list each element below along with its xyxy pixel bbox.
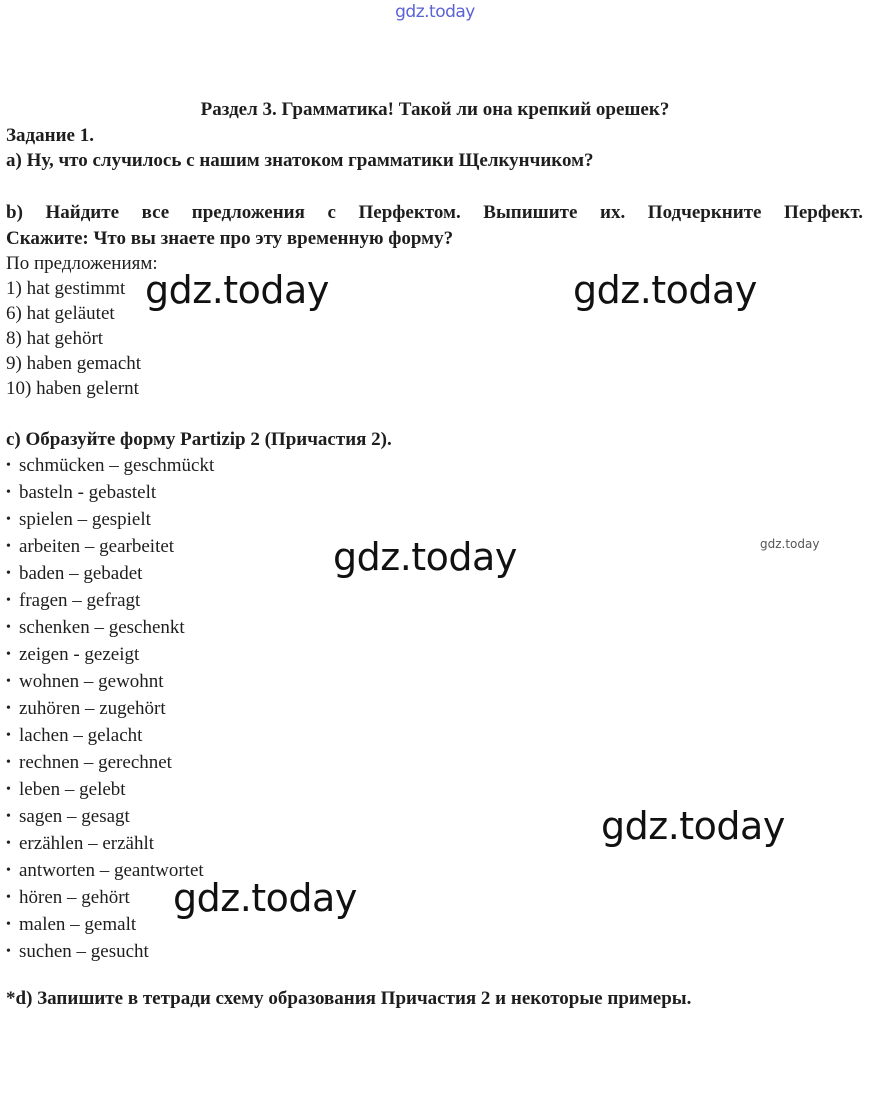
watermark: gdz.today bbox=[173, 876, 357, 920]
list-item: • antworten – geantwortet bbox=[6, 857, 214, 884]
list-item: 1) hat gestimmt bbox=[6, 278, 126, 299]
bullet-icon: • bbox=[6, 620, 11, 635]
list-item: • schenken – geschenkt bbox=[6, 614, 214, 641]
part-d-text: *d) Запишите в тетради схему образования Причастия 2 и некоторые примеры. bbox=[6, 988, 692, 1009]
section-title: Раздел 3. Грамматика! Такой ли она крепкий орешек? bbox=[200, 99, 670, 120]
list-item: • rechnen – gerechnet bbox=[6, 749, 214, 776]
part-b-line2: Скажите: Что вы знаете про эту временную форму? bbox=[6, 228, 454, 249]
list-item: • malen – gemalt bbox=[6, 911, 214, 938]
list-item: • sagen – gesagt bbox=[6, 803, 214, 830]
list-item: • basteln - gebastelt bbox=[6, 479, 214, 506]
watermark-small: gdz.today bbox=[760, 537, 820, 551]
list-item: 9) haben gemacht bbox=[6, 353, 142, 374]
list-item: • erzählen – erzählt bbox=[6, 830, 214, 857]
list-item: • wohnen – gewohnt bbox=[6, 668, 214, 695]
bullet-icon: • bbox=[6, 647, 11, 662]
list-item: • zuhören – zugehört bbox=[6, 695, 214, 722]
bullet-icon: • bbox=[6, 836, 11, 851]
bullet-icon: • bbox=[6, 539, 11, 554]
part-b-intro: По предложениям: bbox=[6, 253, 158, 274]
bullet-icon: • bbox=[6, 809, 11, 824]
bullet-icon: • bbox=[6, 863, 11, 878]
part-a-text: а) Ну, что случилось с нашим знатоком грамматики Щелкунчиком? bbox=[6, 150, 594, 171]
bullet-icon: • bbox=[6, 782, 11, 797]
bullet-icon: • bbox=[6, 917, 11, 932]
watermark: gdz.today bbox=[573, 268, 757, 312]
bullet-icon: • bbox=[6, 512, 11, 527]
bullet-icon: • bbox=[6, 674, 11, 689]
task-label: Задание 1. bbox=[6, 125, 94, 146]
bullet-icon: • bbox=[6, 485, 11, 500]
list-item: 8) hat gehört bbox=[6, 328, 104, 349]
list-item: • baden – gebadet bbox=[6, 560, 214, 587]
bullet-icon: • bbox=[6, 593, 11, 608]
part-c-heading: c) Образуйте форму Partizip 2 (Причастия 2). bbox=[6, 429, 392, 450]
list-item: • leben – gelebt bbox=[6, 776, 214, 803]
bullet-icon: • bbox=[6, 944, 11, 959]
list-item: • fragen – gefragt bbox=[6, 587, 214, 614]
list-item: • suchen – gesucht bbox=[6, 938, 214, 965]
list-item: • schmücken – geschmückt bbox=[6, 452, 214, 479]
list-item: • spielen – gespielt bbox=[6, 506, 214, 533]
list-item: • hören – gehört bbox=[6, 884, 214, 911]
list-item: 6) hat geläutet bbox=[6, 303, 115, 324]
watermark: gdz.today bbox=[145, 268, 329, 312]
bullet-icon: • bbox=[6, 728, 11, 743]
list-item: 10) haben gelernt bbox=[6, 378, 139, 399]
bullet-icon: • bbox=[6, 458, 11, 473]
bullet-icon: • bbox=[6, 566, 11, 581]
bullet-icon: • bbox=[6, 890, 11, 905]
watermark-top: gdz.today bbox=[395, 2, 475, 22]
list-item: • arbeiten – gearbeitet bbox=[6, 533, 214, 560]
watermark: gdz.today bbox=[601, 804, 785, 848]
bullet-icon: • bbox=[6, 755, 11, 770]
list-item: • zeigen - gezeigt bbox=[6, 641, 214, 668]
part-b-line1: b) Найдите все предложения с Перфектом. Выпишите их. Подчеркните Перфект. bbox=[6, 202, 863, 223]
watermark: gdz.today bbox=[333, 535, 517, 579]
bullet-icon: • bbox=[6, 701, 11, 716]
list-item: • lachen – gelacht bbox=[6, 722, 214, 749]
